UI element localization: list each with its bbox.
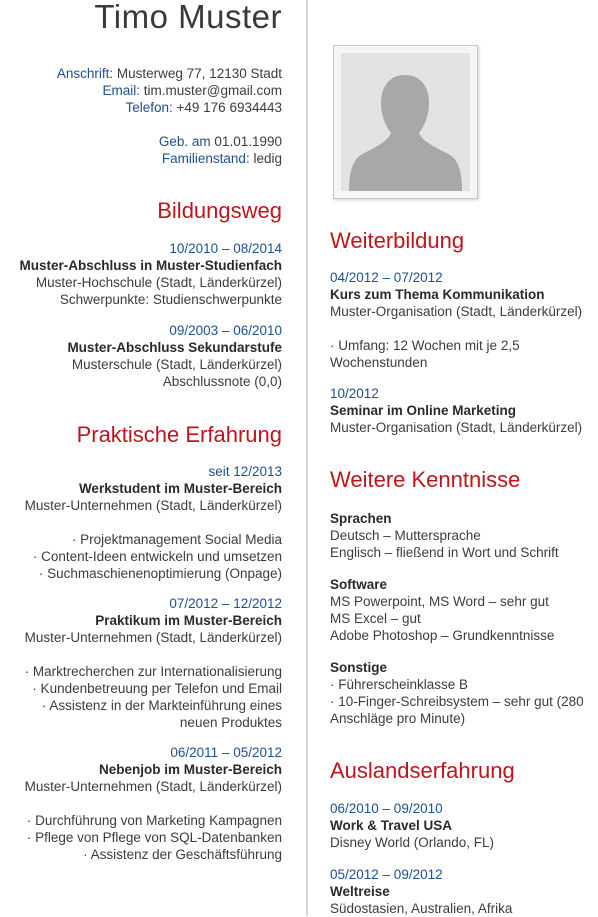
entry-bullet: · Kundenbetreuung per Telefon und Email (32, 681, 282, 696)
phone-label: Telefon: (125, 100, 173, 115)
entry-title: Praktikum im Muster-Bereich (95, 613, 282, 628)
skills-group (330, 510, 598, 561)
entry-title: Werkstudent im Muster-Bereich (78, 481, 282, 496)
skills-item: Deutsch – Muttersprache (330, 528, 481, 543)
status-label: Familienstand: (161, 151, 250, 166)
entry-date: 06/2011 – 05/2012 (170, 745, 282, 760)
entry-org: Muster-Unternehmen (Stadt, Länderkürzel) (24, 498, 282, 513)
address-label: Anschrift: (56, 66, 114, 81)
column-divider (306, 0, 308, 916)
skills-title: Weitere Kenntnisse (330, 467, 521, 492)
abroad-entry (330, 866, 598, 917)
entry-org: Muster-Organisation (Stadt, Länderkürzel) (330, 420, 583, 435)
skills-item: Englisch – fließend in Wort und Schrift (330, 545, 559, 560)
skills-heading: Software (330, 577, 388, 592)
further-entry (330, 385, 598, 436)
skills-heading: Sonstige (330, 660, 388, 675)
status-value: ledig (253, 151, 282, 166)
entry-line: Abschlussnote (0,0) (162, 374, 282, 389)
entry-bullet: neuen Produktes (179, 715, 282, 730)
entry-desc: Disney World (Orlando, FL) (330, 835, 495, 850)
entry-date: 07/2012 – 12/2012 (169, 596, 282, 611)
experience-entry (25, 463, 282, 582)
entry-note: · Umfang: 12 Wochen mit je 2,5 (330, 338, 520, 353)
skills-group (330, 659, 598, 727)
skills-item: · Führerscheinklasse B (330, 677, 469, 692)
entry-title: Weltreise (330, 884, 390, 899)
abroad-title: Auslandserfahrung (330, 758, 515, 783)
entry-date: 10/2010 – 08/2014 (169, 241, 282, 256)
entry-bullet: · Durchführung von Marketing Kampagnen (26, 813, 282, 828)
entry-date: 04/2012 – 07/2012 (330, 270, 443, 285)
email-label: Email: (102, 83, 140, 98)
entry-bullet: · Assistenz der Geschäftsführung (83, 847, 282, 862)
entry-bullet: · Assistenz in der Markteinführung eines (41, 698, 282, 713)
entry-note: Wochenstunden (330, 355, 428, 370)
entry-title: Muster-Abschluss in Muster-Studienfach (19, 258, 282, 273)
entry-date: 09/2003 – 06/2010 (169, 323, 282, 338)
entry-date: 06/2010 – 09/2010 (330, 801, 443, 816)
entry-line: Musterschule (Stadt, Länderkürzel) (71, 357, 282, 372)
entry-desc: Südostasien, Australien, Afrika (330, 901, 513, 916)
entry-bullet: · Pflege von Pflege von SQL-Datenbanken (26, 830, 282, 845)
education-entry (19, 240, 282, 308)
skills-item: MS Powerpoint, MS Word – sehr gut (330, 594, 549, 609)
education-title: Bildungsweg (157, 198, 282, 223)
skills-heading: Sprachen (330, 511, 392, 526)
address-value: Musterweg 77, 12130 Stadt (116, 66, 282, 81)
skills-item: Adobe Photoshop – Grundkenntnisse (330, 628, 555, 643)
entry-title: Work & Travel USA (330, 818, 453, 833)
contact-block (57, 65, 282, 167)
experience-entry (25, 595, 282, 731)
right-column (330, 0, 598, 916)
applicant-name: Timo Muster (94, 0, 282, 35)
skills-group (330, 576, 598, 644)
entry-date: 10/2012 (330, 386, 379, 401)
entry-title: Nebenjob im Muster-Bereich (98, 762, 282, 777)
education-entry (67, 322, 282, 390)
email-value: tim.muster@gmail.com (143, 83, 282, 98)
entry-date: 05/2012 – 09/2012 (330, 867, 443, 882)
experience-entry (25, 744, 282, 863)
phone-value: +49 176 6934443 (176, 100, 282, 115)
further-entry (330, 269, 598, 371)
abroad-entry (330, 800, 598, 851)
experience-title: Praktische Erfahrung (76, 422, 282, 447)
entry-org: Muster-Organisation (Stadt, Länderkürzel) (330, 304, 583, 319)
entry-line: Schwerpunkte: Studienschwerpunkte (59, 292, 282, 307)
entry-bullet: · Content-Ideen entwickeln und umsetzen (32, 549, 282, 564)
entry-title: Muster-Abschluss Sekundarstufe (67, 340, 282, 355)
entry-title: Kurs zum Thema Kommunikation (330, 287, 545, 302)
skills-item: Anschläge pro Minute) (330, 711, 466, 726)
entry-org: Muster-Unternehmen (Stadt, Länderkürzel) (24, 630, 282, 645)
entry-org: Muster-Unternehmen (Stadt, Länderkürzel) (24, 779, 282, 794)
further-title: Weiterbildung (330, 228, 465, 253)
birth-value: 01.01.1990 (214, 134, 282, 149)
entry-line: Muster-Hochschule (Stadt, Länderkürzel) (35, 275, 282, 290)
entry-bullet: · Marktrecherchen zur Internationalisierung (24, 664, 282, 679)
entry-bullet: · Projektmanagement Social Media (71, 532, 282, 547)
entry-bullet: · Suchmaschienenoptimierung (Onpage) (38, 566, 282, 581)
entry-date: seit 12/2013 (208, 464, 282, 479)
left-column (0, 0, 282, 916)
entry-title: Seminar im Online Marketing (330, 403, 517, 418)
birth-label: Geb. am (158, 134, 211, 149)
skills-item: MS Excel – gut (330, 611, 421, 626)
skills-item: · 10-Finger-Schreibsystem – sehr gut (280 (330, 694, 584, 709)
